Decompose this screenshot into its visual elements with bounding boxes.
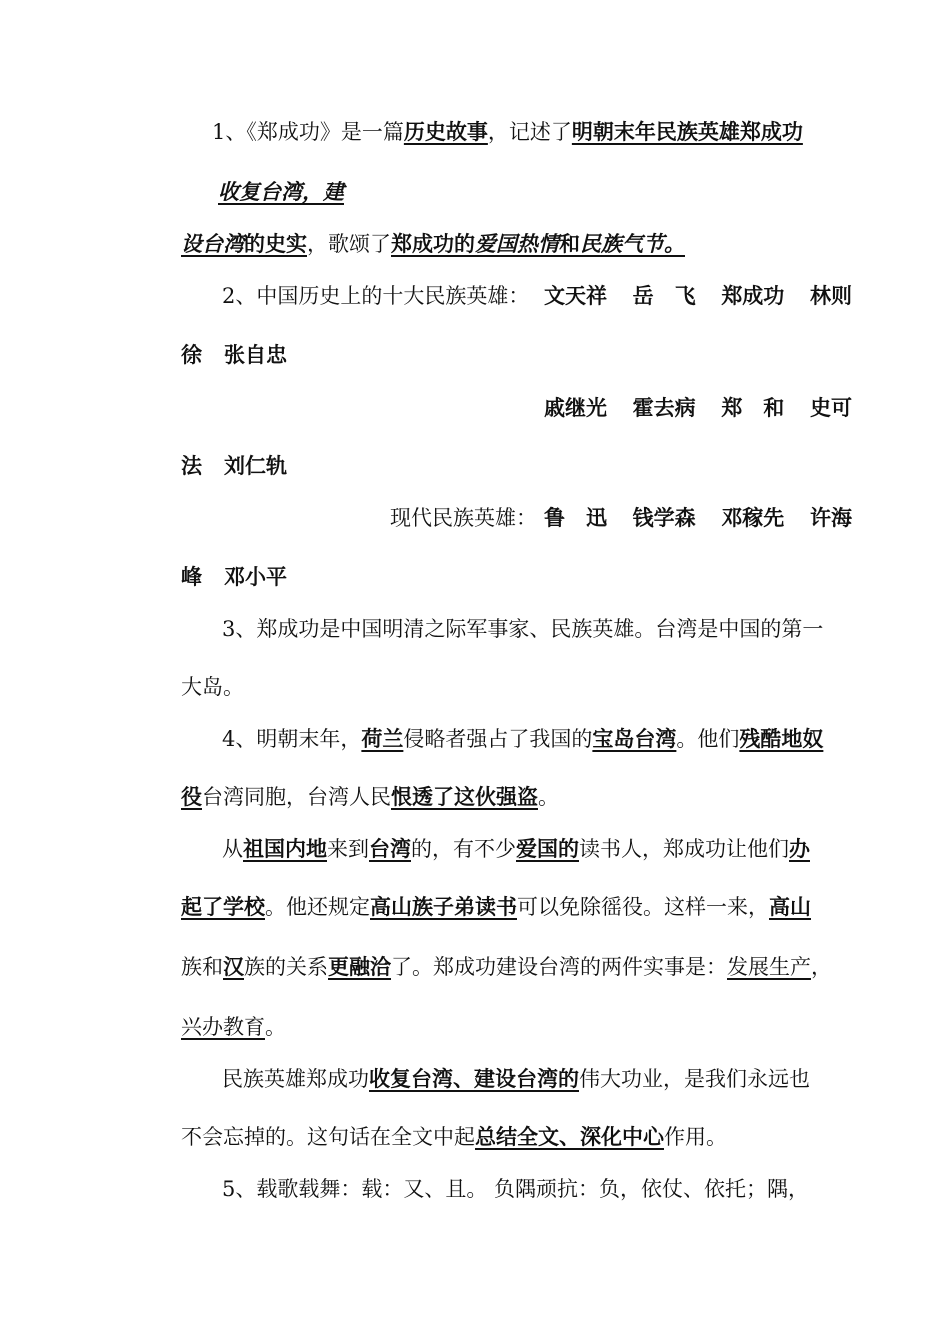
underlined-term: 民族气节。 bbox=[580, 231, 685, 256]
hero-name: 峰 bbox=[181, 564, 202, 589]
p2-heroes-row-3 bbox=[544, 393, 852, 423]
text: ，歌颂了 bbox=[307, 232, 391, 256]
p1-line-2 bbox=[218, 177, 344, 207]
p5-line-2 bbox=[181, 892, 811, 922]
underlined-term: 汉 bbox=[223, 954, 244, 979]
hero-name: 林则 bbox=[809, 283, 852, 308]
underlined-term: 恨透了这伙强盗 bbox=[391, 784, 538, 809]
text: 。他还规定 bbox=[265, 895, 370, 919]
hero-name: 史可 bbox=[809, 395, 852, 420]
underlined-term: 和 bbox=[559, 231, 580, 256]
underlined-term: 宝岛台湾 bbox=[592, 726, 677, 751]
text: 1、《郑成功》是一篇 bbox=[212, 120, 404, 144]
hero-name: 鲁 迅 bbox=[544, 505, 607, 530]
underlined-term: 兴办教育 bbox=[181, 1015, 265, 1039]
hero-name: 郑 和 bbox=[721, 395, 785, 420]
underlined-term: 收复台湾，建 bbox=[218, 179, 344, 204]
underlined-term: 爱国热情 bbox=[475, 231, 559, 256]
hero-name: 霍去病 bbox=[632, 395, 696, 420]
underlined-term: 残酷地奴 bbox=[739, 726, 824, 751]
text: 族和 bbox=[181, 955, 223, 979]
hero-name: 岳 飞 bbox=[632, 283, 696, 308]
p2-intro-line bbox=[222, 281, 529, 311]
text: ， bbox=[811, 955, 832, 979]
p2-heroes-row-1 bbox=[544, 281, 852, 311]
hero-name: 刘仁轨 bbox=[224, 453, 287, 478]
underlined-term: 高山族子弟读书 bbox=[370, 894, 517, 919]
p2-modern-label bbox=[390, 503, 537, 533]
underlined-term: 历史故事 bbox=[403, 119, 488, 144]
text: ，记述了 bbox=[487, 120, 572, 144]
text: 大岛。 bbox=[181, 675, 244, 699]
p1-line-1 bbox=[212, 117, 803, 147]
hero-name: 邓稼先 bbox=[721, 505, 785, 530]
p5-line-3 bbox=[181, 952, 832, 982]
underlined-term: 明朝末年民族英雄郑成功 bbox=[571, 119, 803, 144]
text: 2、中国历史上的十大民族英雄： bbox=[222, 284, 530, 308]
text: 4、明朝末年， bbox=[222, 727, 362, 751]
underlined-term: 爱国的 bbox=[516, 836, 579, 861]
text: 侵略者强占了我国的 bbox=[403, 727, 593, 751]
hero-name: 邓小平 bbox=[224, 564, 287, 589]
underlined-term: 发展生产 bbox=[727, 955, 811, 979]
underlined-term: 郑成功的 bbox=[391, 231, 475, 256]
text: 。 bbox=[265, 1015, 286, 1039]
p2-heroes-row-5 bbox=[544, 503, 852, 533]
p6-line-2 bbox=[181, 1122, 727, 1152]
p1-line-3 bbox=[181, 229, 685, 259]
text: 民族英雄郑成功 bbox=[222, 1067, 369, 1091]
hero-name: 徐 bbox=[181, 342, 202, 367]
p4-line-2 bbox=[181, 782, 559, 812]
text: 3、郑成功是中国明清之际军事家、民族英雄。台湾是中国的第一 bbox=[222, 617, 824, 641]
text: 。 bbox=[538, 785, 559, 809]
text: 台湾同胞，台湾人民 bbox=[202, 785, 391, 809]
hero-name: 戚继光 bbox=[544, 395, 607, 420]
text: 作用。 bbox=[664, 1125, 727, 1149]
hero-name: 钱学森 bbox=[632, 505, 696, 530]
text: 来到 bbox=[327, 837, 369, 861]
p3-line-1 bbox=[222, 614, 823, 644]
p3-line-2 bbox=[181, 672, 244, 702]
underlined-term: 的史实 bbox=[244, 231, 307, 256]
text: 从 bbox=[222, 837, 243, 861]
underlined-term: 高山 bbox=[769, 894, 811, 919]
p2-heroes-row-2 bbox=[181, 340, 287, 370]
text: 现代民族英雄： bbox=[390, 506, 537, 530]
p4-line-1 bbox=[222, 724, 823, 754]
hero-name: 法 bbox=[181, 453, 202, 478]
hero-name: 文天祥 bbox=[544, 283, 607, 308]
underlined-term: 更融洽 bbox=[328, 954, 391, 979]
p5-line-1 bbox=[222, 834, 810, 864]
hero-name: 许海 bbox=[809, 505, 852, 530]
text: 伟大功业，是我们永远也 bbox=[579, 1067, 810, 1091]
text: 读书人，郑成功让他们 bbox=[579, 837, 789, 861]
text: 可以免除徭役。这样一来， bbox=[517, 895, 769, 919]
underlined-term: 起了学校 bbox=[181, 894, 265, 919]
text: 的，有不少 bbox=[411, 837, 516, 861]
text: 不会忘掉的。这句话在全文中起 bbox=[181, 1125, 475, 1149]
underlined-term: 台湾 bbox=[369, 836, 411, 861]
underlined-term: 役 bbox=[181, 784, 202, 809]
text: 了。郑成功建设台湾的两件实事是： bbox=[391, 955, 727, 979]
p6-line-1 bbox=[222, 1064, 810, 1094]
text: 。他们 bbox=[676, 727, 740, 751]
hero-name: 张自忠 bbox=[224, 342, 287, 367]
underlined-term: 收复台湾、建设台湾的 bbox=[369, 1066, 579, 1091]
p7-line-1 bbox=[222, 1174, 809, 1204]
p2-heroes-row-4 bbox=[181, 451, 287, 481]
underlined-term: 祖国内地 bbox=[243, 836, 327, 861]
underlined-term: 办 bbox=[789, 836, 810, 861]
text: 5、载歌载舞：载：又、且。 负隅顽抗：负，依仗、依托；隅， bbox=[222, 1177, 810, 1201]
underlined-term: 设台湾 bbox=[181, 231, 244, 256]
hero-name: 郑成功 bbox=[721, 283, 785, 308]
p2-heroes-row-6 bbox=[181, 562, 287, 592]
underlined-term: 总结全文、深化中心 bbox=[475, 1124, 664, 1149]
p5-line-4 bbox=[181, 1012, 286, 1042]
underlined-term: 荷兰 bbox=[361, 726, 404, 751]
text: 族的关系 bbox=[244, 955, 328, 979]
